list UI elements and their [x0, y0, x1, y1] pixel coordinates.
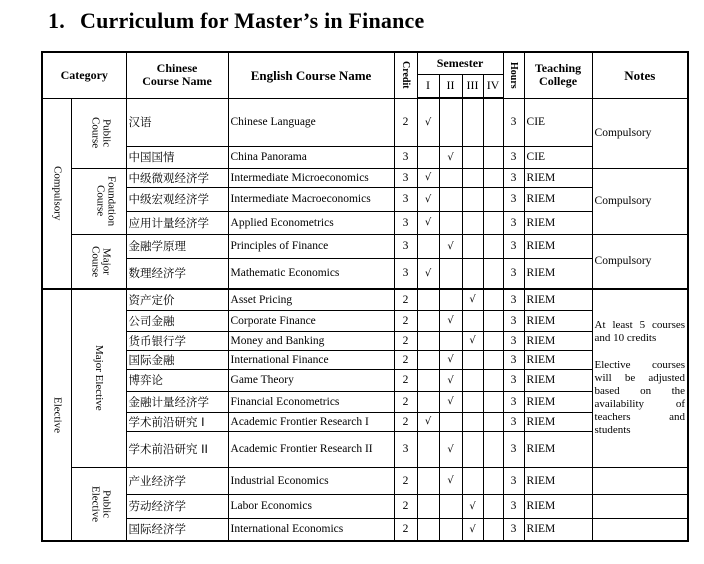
note-elective-adjustment: Elective courses will be adjusted based on the availability of teachers and students	[594, 359, 686, 437]
semester-check-mark: √	[462, 331, 483, 350]
curriculum-table	[41, 51, 689, 542]
semester-4-cell	[483, 310, 503, 331]
semester-4-cell	[483, 369, 503, 391]
course-chinese-name: 汉语	[126, 98, 228, 146]
course-chinese-name: 中级宏观经济学	[126, 187, 228, 211]
course-credit: 2	[394, 369, 417, 391]
course-credit: 2	[394, 518, 417, 541]
semester-3-cell	[462, 412, 483, 431]
semester-4-cell	[483, 234, 503, 258]
semester-4-cell	[483, 431, 503, 467]
category-elective	[42, 289, 71, 541]
semester-3-cell	[462, 350, 483, 369]
course-row	[42, 331, 688, 350]
semester-3-cell	[462, 234, 483, 258]
course-english-name: Financial Econometrics	[228, 391, 394, 412]
course-college: RIEM	[524, 331, 592, 350]
semester-check-mark: √	[439, 467, 462, 494]
course-english-name: Money and Banking	[228, 331, 394, 350]
course-hours: 3	[503, 494, 524, 518]
course-credit: 3	[394, 146, 417, 168]
semester-1-cell	[417, 467, 439, 494]
semester-4-cell	[483, 258, 503, 289]
course-chinese-name: 应用计量经济学	[126, 211, 228, 234]
semester-2-cell	[439, 258, 462, 289]
course-hours: 3	[503, 369, 524, 391]
course-row	[42, 98, 688, 146]
semester-check-mark: √	[439, 350, 462, 369]
semester-4-cell	[483, 211, 503, 234]
course-college: RIEM	[524, 369, 592, 391]
note-empty	[592, 518, 688, 541]
subcategory-foundation-course	[71, 168, 126, 234]
course-credit: 2	[394, 98, 417, 146]
course-row	[42, 494, 688, 518]
semester-4-cell	[483, 494, 503, 518]
note-elective	[592, 289, 688, 467]
semester-3-cell	[462, 369, 483, 391]
course-credit: 3	[394, 187, 417, 211]
note-major-course: Compulsory	[592, 234, 688, 289]
course-hours: 3	[503, 518, 524, 541]
semester-2-cell	[439, 168, 462, 187]
course-credit: 2	[394, 350, 417, 369]
course-chinese-name: 资产定价	[126, 289, 228, 310]
course-english-name: Labor Economics	[228, 494, 394, 518]
course-college: RIEM	[524, 211, 592, 234]
course-hours: 3	[503, 168, 524, 187]
semester-4-cell	[483, 289, 503, 310]
course-row	[42, 431, 688, 467]
course-chinese-name: 博弈论	[126, 369, 228, 391]
course-hours: 3	[503, 258, 524, 289]
semester-4-cell	[483, 146, 503, 168]
semester-check-mark: √	[439, 431, 462, 467]
course-college: RIEM	[524, 494, 592, 518]
course-chinese-name: 公司金融	[126, 310, 228, 331]
course-chinese-name: 金融学原理	[126, 234, 228, 258]
header-college-line1: Teaching	[534, 61, 582, 76]
course-credit: 2	[394, 289, 417, 310]
course-hours: 3	[503, 412, 524, 431]
course-college: RIEM	[524, 310, 592, 331]
course-hours: 3	[503, 310, 524, 331]
semester-check-mark: √	[439, 369, 462, 391]
semester-check-mark: √	[439, 234, 462, 258]
semester-check-mark: √	[462, 518, 483, 541]
course-row	[42, 234, 688, 258]
semester-1-cell	[417, 331, 439, 350]
header-semester: Semester	[417, 52, 503, 74]
semester-4-cell	[483, 467, 503, 494]
semester-4-cell	[483, 98, 503, 146]
course-college: RIEM	[524, 234, 592, 258]
header-college-line2: College	[539, 74, 578, 89]
course-credit: 2	[394, 331, 417, 350]
course-credit: 2	[394, 310, 417, 331]
semester-4-cell	[483, 331, 503, 350]
subcategory-public-elective-label: Public Elective	[89, 485, 113, 522]
semester-3-cell	[462, 258, 483, 289]
course-hours: 3	[503, 98, 524, 146]
course-credit: 3	[394, 211, 417, 234]
course-english-name: Game Theory	[228, 369, 394, 391]
course-chinese-name: 中级微观经济学	[126, 168, 228, 187]
semester-check-mark: √	[439, 146, 462, 168]
course-hours: 3	[503, 146, 524, 168]
course-hours: 3	[503, 289, 524, 310]
note-foundation-course: Compulsory	[592, 168, 688, 234]
semester-check-mark: √	[417, 412, 439, 431]
semester-2-cell	[439, 331, 462, 350]
note-empty	[592, 467, 688, 494]
semester-2-cell	[439, 187, 462, 211]
course-english-name: Intermediate Microeconomics	[228, 168, 394, 187]
course-hours: 3	[503, 391, 524, 412]
course-college: CIE	[524, 146, 592, 168]
subcategory-foundation-course-label: Foundation Course	[94, 175, 118, 227]
course-english-name: International Finance	[228, 350, 394, 369]
course-hours: 3	[503, 331, 524, 350]
course-row	[42, 187, 688, 211]
course-english-name: International Economics	[228, 518, 394, 541]
course-college: RIEM	[524, 168, 592, 187]
semester-1-cell	[417, 369, 439, 391]
note-elective-requirement: At least 5 courses and 10 credits	[594, 319, 686, 345]
subcategory-major-course-label: Major Course	[89, 245, 113, 277]
subcategory-major-elective	[71, 289, 126, 467]
course-hours: 3	[503, 234, 524, 258]
semester-3-cell	[462, 467, 483, 494]
semester-4-cell	[483, 350, 503, 369]
subcategory-public-course-label: Public Course	[89, 117, 113, 149]
semester-4-cell	[483, 391, 503, 412]
semester-check-mark: √	[417, 211, 439, 234]
subcategory-public-course	[71, 98, 126, 168]
semester-check-mark: √	[417, 168, 439, 187]
semester-1-cell	[417, 518, 439, 541]
semester-3-cell	[462, 187, 483, 211]
semester-2-cell	[439, 494, 462, 518]
header-english-course-name: English Course Name	[228, 52, 394, 98]
course-chinese-name: 劳动经济学	[126, 494, 228, 518]
subcategory-public-elective	[71, 467, 126, 541]
semester-3-cell	[462, 211, 483, 234]
semester-1-cell	[417, 234, 439, 258]
course-english-name: Corporate Finance	[228, 310, 394, 331]
course-english-name: Intermediate Macroeconomics	[228, 187, 394, 211]
header-notes: Notes	[592, 52, 688, 98]
semester-check-mark: √	[462, 494, 483, 518]
course-college: RIEM	[524, 258, 592, 289]
course-credit: 3	[394, 168, 417, 187]
course-college: RIEM	[524, 391, 592, 412]
category-compulsory	[42, 98, 71, 289]
course-english-name: Applied Econometrics	[228, 211, 394, 234]
course-college: RIEM	[524, 467, 592, 494]
header-hours	[503, 52, 524, 98]
semester-1-cell	[417, 146, 439, 168]
course-chinese-name: 国际金融	[126, 350, 228, 369]
course-row	[42, 289, 688, 310]
semester-1-cell	[417, 431, 439, 467]
semester-4-cell	[483, 187, 503, 211]
course-credit: 3	[394, 258, 417, 289]
course-english-name: Academic Frontier Research II	[228, 431, 394, 467]
course-english-name: Industrial Economics	[228, 467, 394, 494]
semester-3-cell	[462, 391, 483, 412]
course-row	[42, 258, 688, 289]
course-credit: 2	[394, 412, 417, 431]
header-semester-2: II	[439, 74, 462, 98]
course-hours: 3	[503, 350, 524, 369]
semester-check-mark: √	[417, 98, 439, 146]
semester-1-cell	[417, 494, 439, 518]
course-row	[42, 146, 688, 168]
course-college: RIEM	[524, 187, 592, 211]
course-english-name: Academic Frontier Research I	[228, 412, 394, 431]
category-elective-label: Elective	[51, 396, 64, 434]
semester-1-cell	[417, 310, 439, 331]
course-row	[42, 518, 688, 541]
course-row	[42, 168, 688, 187]
course-college: RIEM	[524, 412, 592, 431]
course-college: CIE	[524, 98, 592, 146]
course-college: RIEM	[524, 289, 592, 310]
semester-2-cell	[439, 289, 462, 310]
course-chinese-name: 中国国情	[126, 146, 228, 168]
semester-3-cell	[462, 146, 483, 168]
course-chinese-name: 货币银行学	[126, 331, 228, 350]
course-college: RIEM	[524, 431, 592, 467]
title-text: Curriculum for Master’s in Finance	[80, 8, 425, 33]
course-hours: 3	[503, 467, 524, 494]
course-hours: 3	[503, 211, 524, 234]
course-college: RIEM	[524, 350, 592, 369]
course-row	[42, 350, 688, 369]
subcategory-major-course	[71, 234, 126, 289]
header-semester-1: I	[417, 74, 439, 98]
subcategory-major-elective-label: Major Elective	[93, 345, 105, 412]
semester-1-cell	[417, 289, 439, 310]
course-row	[42, 369, 688, 391]
semester-1-cell	[417, 391, 439, 412]
semester-3-cell	[462, 168, 483, 187]
note-empty	[592, 494, 688, 518]
course-hours: 3	[503, 187, 524, 211]
course-row	[42, 412, 688, 431]
course-credit: 2	[394, 391, 417, 412]
category-compulsory-label: Compulsory	[51, 166, 64, 221]
course-row	[42, 467, 688, 494]
semester-check-mark: √	[462, 289, 483, 310]
course-english-name: Mathematic Economics	[228, 258, 394, 289]
semester-4-cell	[483, 518, 503, 541]
header-semester-3: III	[462, 74, 483, 98]
course-hours: 3	[503, 431, 524, 467]
header-semester-4: IV	[483, 74, 503, 98]
semester-4-cell	[483, 412, 503, 431]
course-credit: 2	[394, 494, 417, 518]
semester-1-cell	[417, 350, 439, 369]
semester-check-mark: √	[439, 391, 462, 412]
course-credit: 3	[394, 234, 417, 258]
course-chinese-name: 学术前沿研究 I	[126, 412, 228, 431]
header-chinese-line1: Chinese	[156, 61, 198, 76]
course-chinese-name: 金融计量经济学	[126, 391, 228, 412]
semester-3-cell	[462, 310, 483, 331]
course-chinese-name: 学术前沿研究 II	[126, 431, 228, 467]
course-row	[42, 310, 688, 331]
semester-check-mark: √	[439, 310, 462, 331]
title-number: 1.	[48, 8, 65, 33]
semester-3-cell	[462, 431, 483, 467]
course-row	[42, 391, 688, 412]
course-english-name: Asset Pricing	[228, 289, 394, 310]
header-hours-text: Hours	[508, 61, 520, 89]
semester-4-cell	[483, 168, 503, 187]
course-chinese-name: 国际经济学	[126, 518, 228, 541]
course-credit: 2	[394, 467, 417, 494]
header-chinese-course-name	[126, 52, 228, 98]
header-credit	[394, 52, 417, 98]
header-credit-text: Credit	[400, 61, 412, 90]
course-english-name: China Panorama	[228, 146, 394, 168]
semester-3-cell	[462, 98, 483, 146]
course-english-name: Chinese Language	[228, 98, 394, 146]
course-chinese-name: 数理经济学	[126, 258, 228, 289]
header-teaching-college	[524, 52, 592, 98]
note-public-course: Compulsory	[592, 98, 688, 168]
semester-2-cell	[439, 211, 462, 234]
course-row	[42, 211, 688, 234]
course-english-name: Principles of Finance	[228, 234, 394, 258]
course-chinese-name: 产业经济学	[126, 467, 228, 494]
header-chinese-line2: Course Name	[142, 74, 212, 89]
course-college: RIEM	[524, 518, 592, 541]
semester-2-cell	[439, 98, 462, 146]
semester-2-cell	[439, 412, 462, 431]
semester-check-mark: √	[417, 258, 439, 289]
course-credit: 3	[394, 431, 417, 467]
header-category: Category	[42, 52, 126, 98]
semester-check-mark: √	[417, 187, 439, 211]
semester-2-cell	[439, 518, 462, 541]
document-title	[48, 8, 424, 34]
